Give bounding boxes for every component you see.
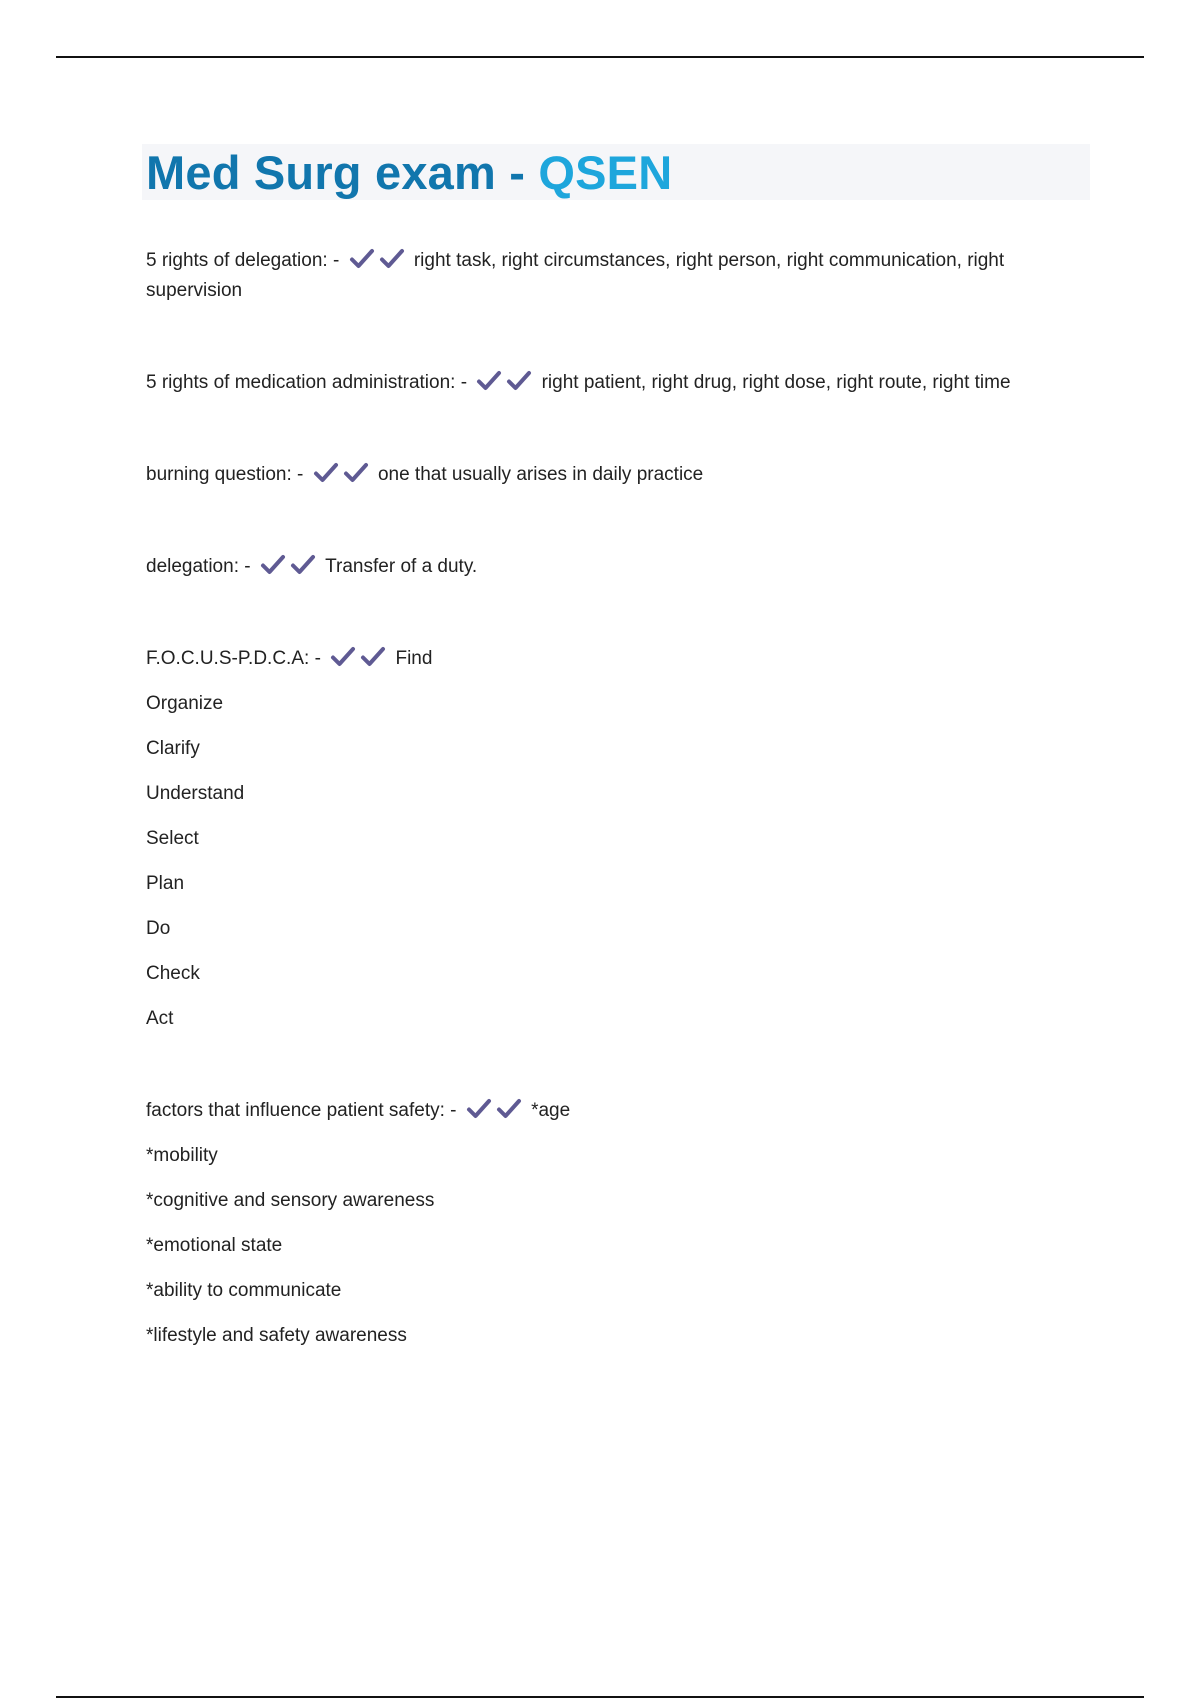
list-item: *emotional state	[146, 1235, 283, 1256]
list-item: Select	[146, 828, 199, 849]
title-part-qsen: QSEN	[538, 146, 673, 199]
checkmark-icon	[496, 1098, 522, 1120]
checkmark-icon	[379, 248, 405, 270]
entry-term: 5 rights of medication administration: -	[146, 372, 468, 393]
entry-term: factors that influence patient safety: -	[146, 1100, 457, 1121]
entry-answer-continued: supervision	[146, 280, 243, 301]
list-item: *mobility	[146, 1145, 218, 1166]
entry-term: F.O.C.U.S-P.D.C.A: -	[146, 648, 321, 669]
page-top-rule	[56, 56, 1144, 58]
document-title	[146, 146, 672, 200]
entry-delegation-rights	[146, 246, 1091, 306]
entry-delegation	[146, 552, 1091, 582]
entry-answer: right task, right circumstances, right person, right communication, right	[413, 250, 1005, 271]
entry-answer: one that usually arises in daily practice	[377, 464, 704, 485]
page-bottom-rule	[56, 1696, 1144, 1698]
entry-term: 5 rights of delegation: -	[146, 250, 340, 271]
entry-answer: *age	[531, 1100, 571, 1121]
checkmark-icon	[349, 248, 375, 270]
list-item: Check	[146, 963, 200, 984]
entry-answer: Transfer of a duty.	[325, 556, 478, 577]
list-item: *lifestyle and safety awareness	[146, 1325, 407, 1346]
checkmark-icon	[343, 462, 369, 484]
checkmark-icon	[360, 646, 386, 668]
list-item: Understand	[146, 783, 245, 804]
list-item: *cognitive and sensory awareness	[146, 1190, 435, 1211]
list-item: Organize	[146, 693, 224, 714]
entry-burning-question	[146, 460, 1091, 490]
checkmark-icon	[313, 462, 339, 484]
entry-focus-pdca	[146, 644, 1091, 1034]
checkmark-icon	[330, 646, 356, 668]
entry-medication-rights	[146, 368, 1091, 398]
title-part-main: Med Surg exam -	[146, 146, 539, 199]
checkmark-icon	[506, 370, 532, 392]
document-body	[146, 246, 1091, 1351]
checkmark-icon	[260, 554, 286, 576]
list-item: *ability to communicate	[146, 1280, 342, 1301]
checkmark-icon	[290, 554, 316, 576]
checkmark-icon	[476, 370, 502, 392]
checkmark-icon	[466, 1098, 492, 1120]
entry-answer: Find	[395, 648, 433, 669]
entry-term: burning question: -	[146, 464, 304, 485]
list-item: Plan	[146, 873, 185, 894]
list-item: Clarify	[146, 738, 200, 759]
entry-term: delegation: -	[146, 556, 251, 577]
list-item: Act	[146, 1008, 174, 1029]
list-item: Do	[146, 918, 171, 939]
entry-patient-safety-factors	[146, 1096, 1091, 1351]
entry-answer: right patient, right drug, right dose, right route, right time	[541, 372, 1011, 393]
